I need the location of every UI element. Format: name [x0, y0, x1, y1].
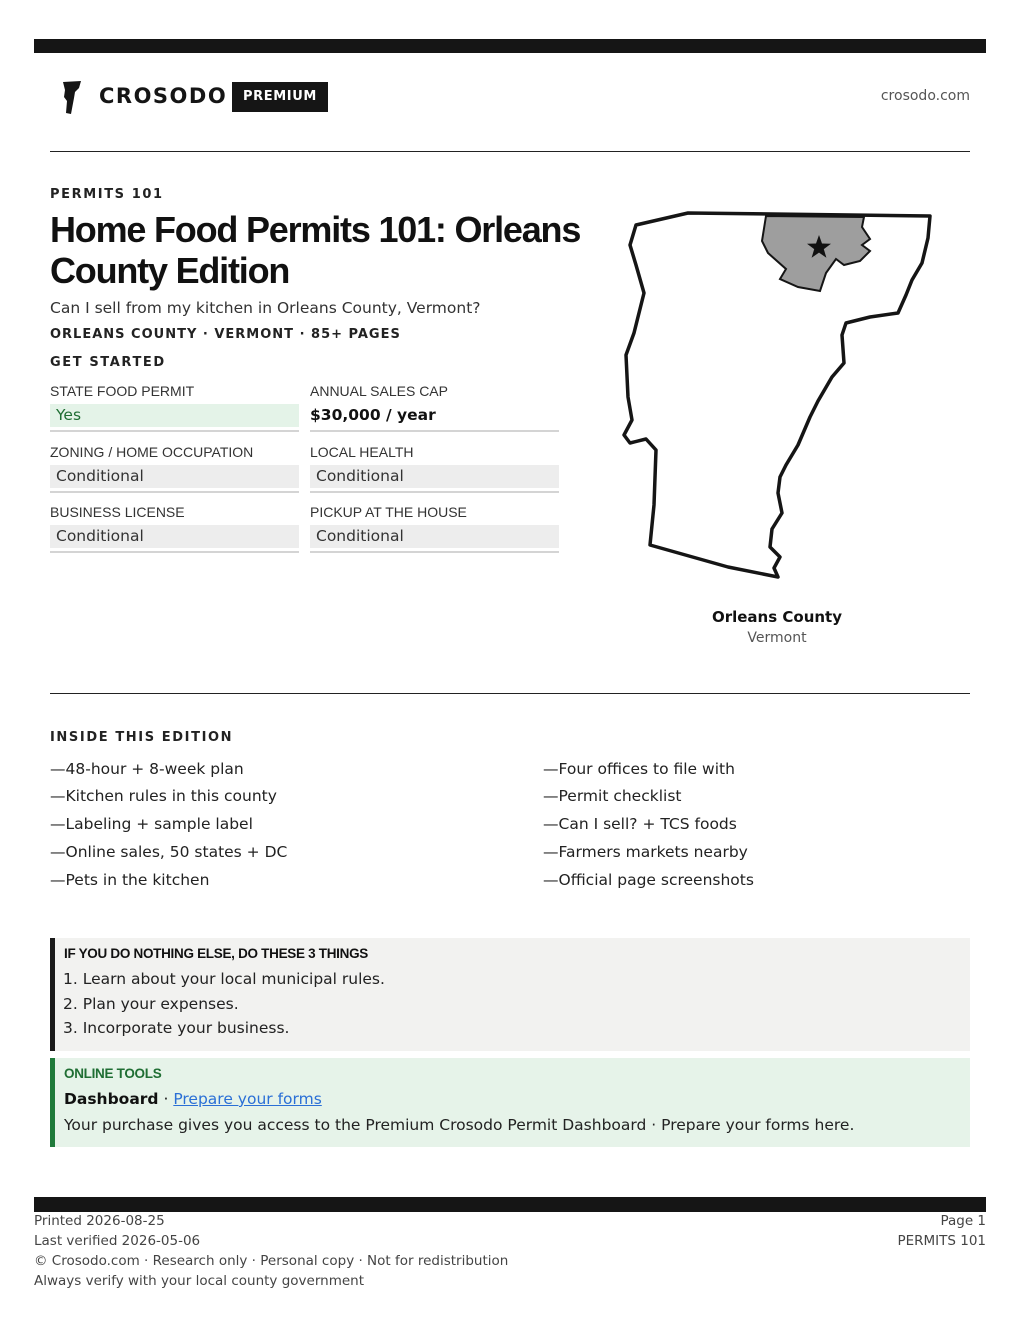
callout-step: 3. Incorporate your business. — [63, 1019, 290, 1037]
card-underline — [50, 551, 299, 553]
card-underline — [310, 491, 559, 493]
state-map — [620, 205, 940, 585]
status-label: BUSINESS LICENSE — [50, 504, 185, 520]
dashboard-label: Dashboard — [64, 1090, 159, 1108]
premium-badge: PREMIUM — [232, 82, 328, 112]
verified-date: Last verified 2026-05-06 — [34, 1233, 201, 1249]
page-number: Page 1 — [940, 1213, 986, 1229]
online-tools-panel — [50, 1058, 970, 1147]
priority-callout — [50, 938, 970, 1051]
get-started-heading: GET STARTED — [50, 355, 166, 370]
toc-item: —Farmers markets nearby — [543, 843, 748, 861]
status-label: LOCAL HEALTH — [310, 444, 414, 460]
bottom-rule-bar — [34, 1197, 986, 1212]
status-label: ZONING / HOME OCCUPATION — [50, 444, 254, 460]
local-health-card — [310, 442, 559, 493]
section-divider — [50, 693, 970, 694]
map-state-label: Vermont — [747, 630, 807, 646]
card-underline — [310, 551, 559, 553]
toc-item: —Pets in the kitchen — [50, 871, 210, 889]
footer-section: PERMITS 101 — [897, 1233, 986, 1249]
page-title: Home Food Permits 101: Orleans County Edition — [50, 209, 581, 291]
status-value: $30,000 / year — [310, 406, 436, 424]
status-value-conditional: Conditional — [50, 525, 299, 548]
vermont-outline — [624, 213, 930, 577]
status-label: STATE FOOD PERMIT — [50, 383, 195, 399]
status-value-conditional: Conditional — [50, 465, 299, 488]
callout-heading: IF YOU DO NOTHING ELSE, DO THESE 3 THINGS — [64, 946, 368, 961]
toc-item: —48-hour + 8-week plan — [50, 760, 244, 778]
callout-step: 1. Learn about your local municipal rules. — [63, 970, 385, 988]
brand-name: CROSODO — [99, 84, 228, 108]
toc-item: —Can I sell? + TCS foods — [543, 815, 737, 833]
toc-item: —Labeling + sample label — [50, 815, 253, 833]
tools-description: Your purchase gives you access to the Premium Crosodo Permit Dashboard · Prepare your forms here. — [64, 1116, 855, 1134]
sales-cap-card — [310, 381, 559, 432]
toc-item: —Online sales, 50 states + DC — [50, 843, 288, 861]
tools-heading: ONLINE TOOLS — [64, 1066, 162, 1081]
toc-item: —Four offices to file with — [543, 760, 735, 778]
header-divider — [50, 151, 970, 152]
card-underline — [50, 491, 299, 493]
toc-item: —Official page screenshots — [543, 871, 754, 889]
permit-status-card — [50, 381, 299, 432]
header — [50, 76, 970, 118]
toc-item: —Permit checklist — [543, 787, 682, 805]
prepare-forms-link[interactable]: Prepare your forms — [173, 1090, 322, 1108]
inside-heading: INSIDE THIS EDITION — [50, 730, 234, 745]
pickup-card — [310, 502, 559, 553]
card-underline — [310, 430, 559, 432]
site-url: crosodo.com — [880, 88, 970, 104]
section-eyebrow: PERMITS 101 — [50, 187, 164, 202]
status-label: ANNUAL SALES CAP — [310, 383, 448, 399]
vermont-logo-icon — [62, 81, 82, 115]
top-rule-bar — [34, 39, 986, 53]
status-value-conditional: Conditional — [310, 465, 559, 488]
tools-dashboard-line — [64, 1090, 322, 1108]
status-value-yes: Yes — [50, 404, 299, 427]
separator: · — [158, 1090, 174, 1108]
map-county-label: Orleans County — [711, 608, 843, 626]
status-value-conditional: Conditional — [310, 525, 559, 548]
copyright-notice: © Crosodo.com · Research only · Personal copy · Not for redistribution — [34, 1253, 509, 1269]
page-subtitle: Can I sell from my kitchen in Orleans County, Vermont? — [50, 299, 481, 317]
business-license-card — [50, 502, 299, 553]
status-label: PICKUP AT THE HOUSE — [310, 504, 467, 520]
callout-step: 2. Plan your expenses. — [63, 995, 239, 1013]
card-underline — [50, 430, 299, 432]
toc-item: —Kitchen rules in this county — [50, 787, 277, 805]
edition-meta: ORLEANS COUNTY · VERMONT · 85+ PAGES — [50, 327, 401, 342]
disclaimer: Always verify with your local county government — [34, 1273, 364, 1289]
zoning-card — [50, 442, 299, 493]
printed-date: Printed 2026-08-25 — [34, 1213, 165, 1229]
